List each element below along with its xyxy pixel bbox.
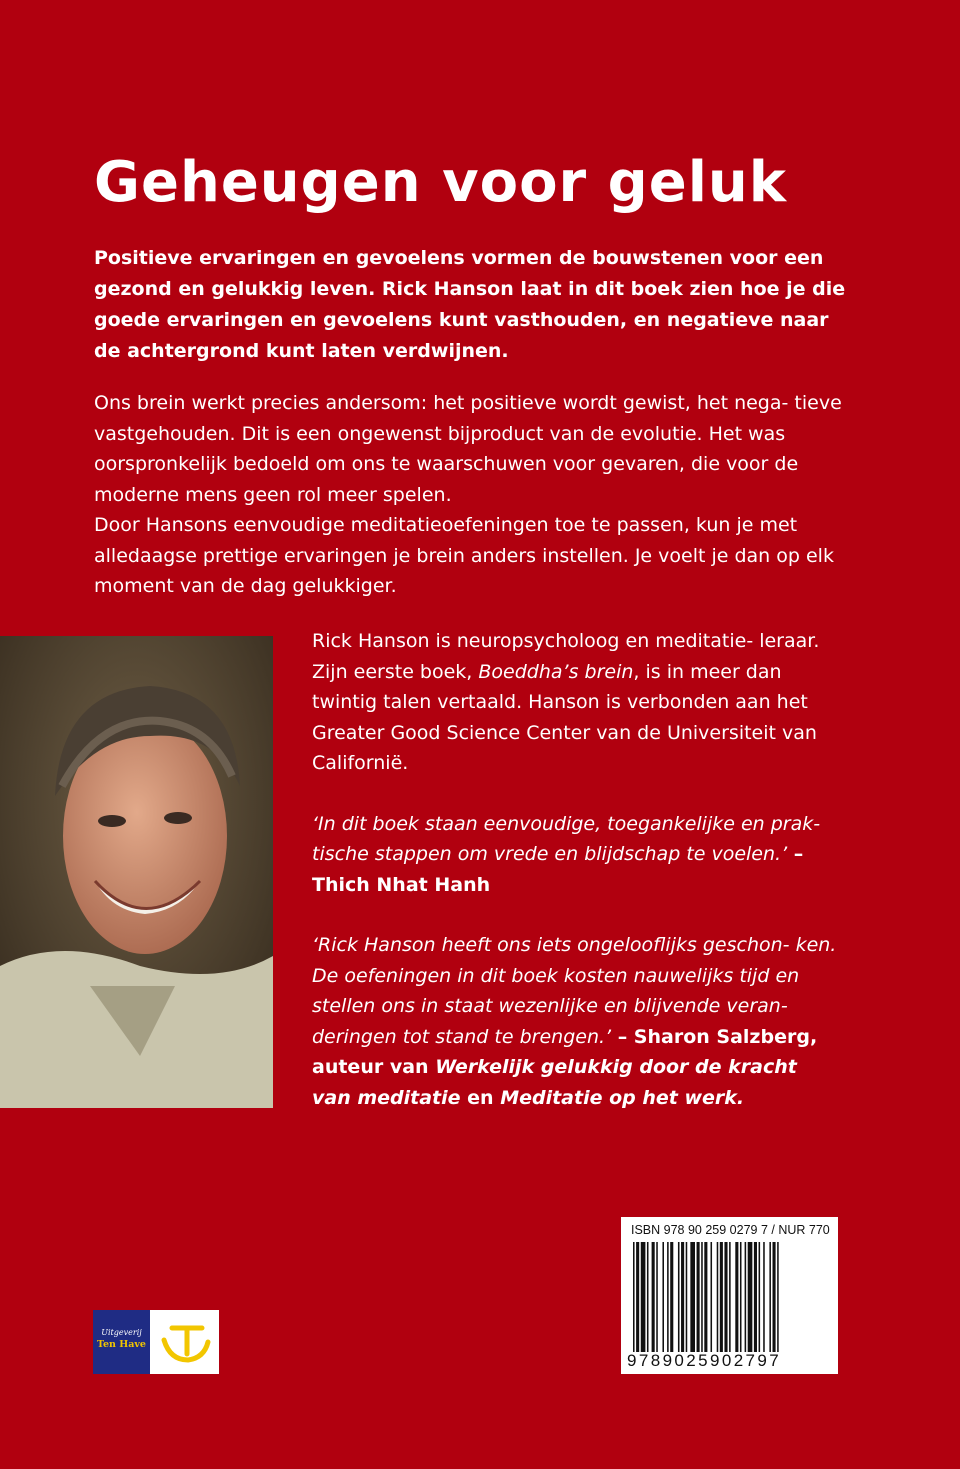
isbn-text: ISBN 978 90 259 0279 7 / NUR 770: [631, 1223, 830, 1237]
author-first-book: Boeddha’s brein: [478, 660, 634, 683]
book-title: Geheugen voor geluk: [94, 150, 788, 215]
quote-attribution: – Thich Nhat Hanh: [312, 843, 804, 896]
barcode-bar: [754, 1242, 757, 1352]
barcode-bar: [729, 1242, 731, 1352]
barcode-bar: [656, 1242, 658, 1352]
barcode-bar: [652, 1242, 655, 1352]
quote-text: ‘Rick Hanson heeft ons iets ongelooflijks geschon- ken. De oefeningen in dit boek kosten nauwelijks tijd en stellen ons in staat wezenlijke en blijvende veran- deringen tot stand te brengen.’: [312, 934, 837, 1048]
barcode-bar: [769, 1242, 771, 1352]
barcode-bar: [678, 1242, 680, 1352]
barcode-bar: [641, 1242, 646, 1352]
description-paragraph: Door Hansons eenvoudige meditatieoefeningen toe te passen, kun je met alledaagse prettige ervaringen je brein anders instellen. Je voelt je dan op elk moment van de dag gelukkiger.: [94, 514, 834, 597]
barcode-bars: [631, 1242, 829, 1352]
barcode-bar: [745, 1242, 747, 1352]
barcode-bar: [686, 1242, 688, 1352]
quote-text: ‘In dit boek staan eenvoudige, toegankelijke en prak- tische stappen om vrede en blijdschap te voelen.’: [312, 812, 821, 865]
barcode-bar: [735, 1242, 738, 1352]
barcode-bar: [690, 1242, 695, 1352]
barcode-bar: [711, 1242, 713, 1352]
barcode-bar: [681, 1242, 684, 1352]
barcode: [621, 1217, 838, 1374]
barcode-bar: [759, 1242, 761, 1352]
publisher-name: Ten Have: [97, 1339, 146, 1350]
quoted-book-title: Meditatie op het werk.: [500, 1086, 745, 1109]
barcode-bar: [670, 1242, 673, 1352]
intro-paragraph: Positieve ervaringen en gevoelens vormen de bouwstenen voor een gezond en gelukkig leven. Rick Hanson laat in dit boek zien hoe je die goede ervaringen en gevoelens kunt vasthouden, en negatieve naar de achtergrond kunt laten verdwijnen.: [94, 247, 846, 362]
author-photo: [0, 636, 273, 1108]
barcode-bar: [740, 1242, 742, 1352]
author-bio-text: Rick Hanson is neuropsycholoog en meditatie- leraar. Zijn eerste boek,: [312, 630, 820, 683]
author-bio-text: , is in meer dan twintig talen vertaald. Hanson is verbonden aan het Greater Good Science Center van de Universiteit van Californië.: [312, 660, 817, 774]
barcode-bar: [724, 1242, 727, 1352]
barcode-bar: [636, 1242, 639, 1352]
author-and-quotes: [312, 626, 842, 1113]
barcode-digits: 9789025902797: [627, 1351, 782, 1370]
publisher-label: Uitgeverij: [101, 1328, 142, 1337]
barcode-bar: [697, 1242, 700, 1352]
publisher-mark-icon: [150, 1310, 219, 1374]
author-bio: [312, 626, 842, 779]
barcode-bar: [720, 1242, 723, 1352]
barcode-bar: [748, 1242, 753, 1352]
barcode-bar: [777, 1242, 779, 1352]
barcode-bar: [773, 1242, 776, 1352]
publisher-logo: [93, 1310, 219, 1374]
barcode-bar: [704, 1242, 707, 1352]
barcode-bar: [647, 1242, 649, 1352]
barcode-bar: [717, 1242, 719, 1352]
quote-joiner: en: [460, 1086, 501, 1109]
barcode-bar: [701, 1242, 703, 1352]
barcode-bar: [633, 1242, 635, 1352]
quote-sharon-salzberg: [312, 930, 842, 1113]
barcode-bar: [662, 1242, 664, 1352]
publisher-wordmark: [93, 1310, 150, 1374]
quote-thich-nhat-hanh: [312, 809, 842, 901]
description: [94, 388, 854, 602]
barcode-bar: [667, 1242, 669, 1352]
quote-attribution: – Sharon Salzberg, auteur van: [312, 1025, 818, 1078]
description-paragraph: Ons brein werkt precies andersom: het positieve wordt gewist, het nega- tieve vastgehouden. Dit is een ongewenst bijproduct van de evolutie. Het was oorspronkelijk bedoeld om ons te waarschuwen voor gevaren, die voor de moderne mens geen rol meer spelen.: [94, 392, 842, 506]
barcode-bar: [763, 1242, 765, 1352]
quoted-book-title: Werkelijk gelukkig door de kracht van meditatie: [312, 1056, 797, 1109]
